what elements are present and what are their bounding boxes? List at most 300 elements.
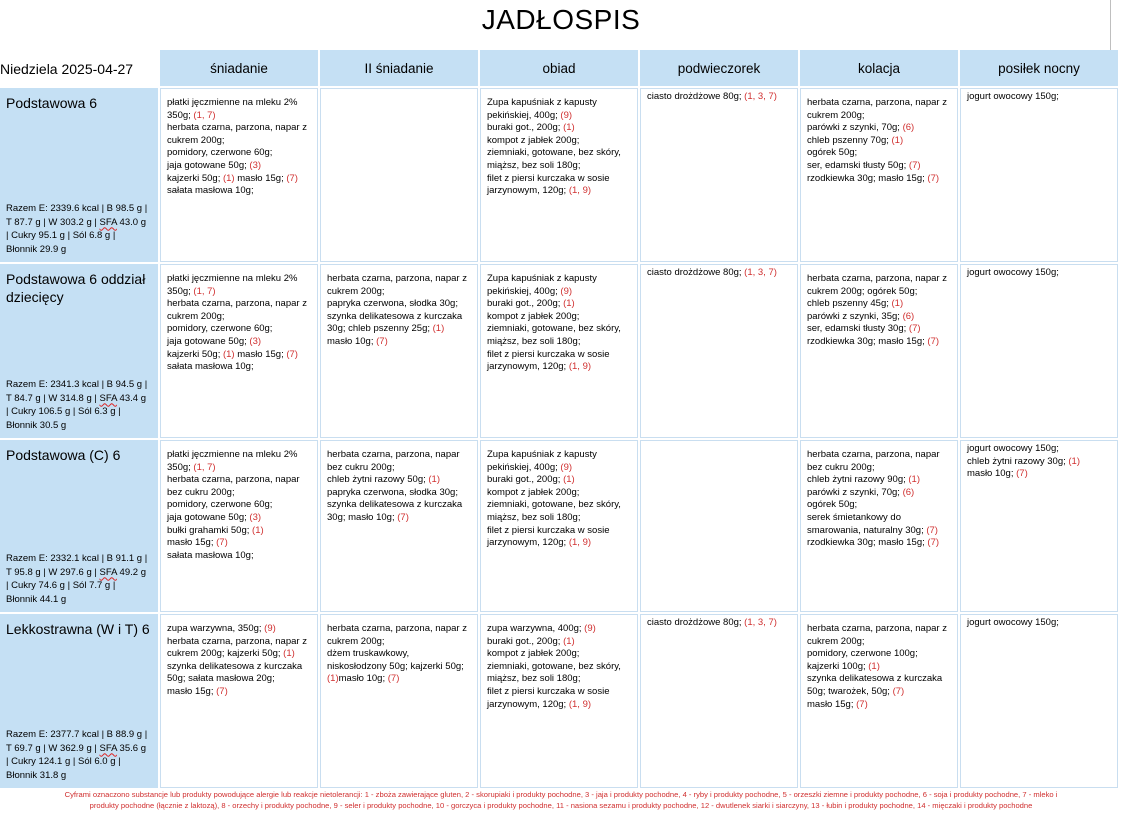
menu-item-line	[487, 673, 633, 686]
menu-item-line	[167, 147, 313, 160]
menu-item-text: papryka czerwona, słodka 30g;	[327, 486, 458, 498]
menu-item-text: pekińskiej, 400g;	[487, 109, 561, 121]
allergen-codes: (1, 9)	[568, 185, 592, 197]
meal-cell	[160, 88, 318, 262]
corner-cell	[0, 50, 158, 86]
menu-item-text: rzodkiewka 30g; masło 15g;	[807, 172, 928, 184]
menu-item-text: chleb pszenny 70g;	[807, 134, 892, 146]
menu-item-line	[167, 661, 313, 674]
menu-item-text: cukrem 200g; kajzerki 50g;	[167, 648, 284, 660]
menu-item-text: kajzerki 50g;	[167, 172, 223, 184]
meal-cell	[160, 614, 318, 788]
menu-item-line	[167, 525, 313, 538]
menu-item-line	[327, 298, 473, 311]
meal-cell	[640, 88, 798, 262]
meal-cell	[960, 88, 1118, 262]
menu-item-line	[487, 160, 633, 173]
menu-item-line	[807, 462, 953, 475]
menu-item-text: sałata masłowa 10g;	[167, 185, 254, 197]
allergen-codes: (7)	[926, 524, 938, 536]
menu-item-text: ogórek 50g;	[807, 147, 858, 159]
menu-item-line	[487, 487, 633, 500]
menu-item-line	[327, 323, 473, 336]
nutrition-energy: Razem E: 2377.7 kcal | B 88.9 g |	[6, 729, 148, 740]
menu-item-line	[807, 122, 953, 135]
menu-item-text: ziemniaki, gotowane, bez skóry,	[487, 660, 621, 672]
menu-item-text: chleb żytni razowy 50g;	[327, 474, 429, 486]
page-title: JADŁOSPIS	[481, 4, 641, 35]
menu-item-line	[327, 661, 473, 674]
menu-item-text: 350g;	[167, 461, 194, 473]
meal-cell	[160, 440, 318, 612]
menu-item-text: parówki z szynki, 70g;	[807, 486, 903, 498]
menu-item-text: miąższ, bez soli 180g;	[487, 159, 581, 171]
allergen-codes: (1, 9)	[568, 537, 592, 549]
menu-item-text: herbata czarna, parzona, napar z	[807, 97, 947, 108]
menu-item-text: kompot z jabłek 200g;	[487, 310, 580, 322]
menu-item-text: ser, edamski tłusty 50g;	[807, 159, 909, 171]
allergen-codes: (1)	[222, 172, 235, 184]
allergen-codes: (1, 3, 7)	[744, 267, 777, 278]
diet-label-cell	[0, 264, 158, 438]
menu-item-text: płatki jęczmienne na mleku 2%	[167, 449, 298, 460]
nutrition-summary	[6, 202, 154, 256]
menu-item-line	[487, 499, 633, 512]
menu-item-line	[167, 135, 313, 148]
menu-item-text: herbata czarna, parzona, napar z	[167, 635, 307, 647]
menu-item-text: szynka delikatesowa z kurczaka	[167, 660, 303, 672]
allergen-codes: (9)	[560, 285, 573, 297]
menu-item-line	[487, 449, 633, 462]
menu-item-line	[167, 97, 313, 110]
menu-item-text: płatki jęczmienne na mleku 2%	[167, 97, 298, 108]
menu-item-text: miąższ, bez soli 180g;	[487, 511, 581, 523]
menu-item-line	[487, 525, 633, 538]
menu-item-text: jogurt owocowy 150g;	[967, 267, 1059, 278]
page-edge-rule	[1110, 0, 1111, 50]
menu-item-line	[807, 487, 953, 500]
menu-item-text: filet z piersi kurczaka w sosie	[487, 524, 610, 536]
menu-item-text: herbata czarna, parzona, napar z	[327, 623, 467, 634]
diet-name: Podstawowa (C) 6	[6, 447, 121, 463]
menu-item-text: filet z piersi kurczaka w sosie	[487, 685, 610, 697]
menu-item-text: 350g;	[167, 109, 194, 121]
menu-item-line	[487, 273, 633, 286]
nutrition-energy: Razem E: 2341.3 kcal | B 94.5 g |	[6, 379, 148, 390]
menu-item-text: kompot z jabłek 200g;	[487, 648, 580, 660]
menu-item-line	[167, 110, 313, 123]
menu-item-line	[807, 173, 953, 186]
menu-item-line	[167, 673, 313, 686]
allergen-legend-line: Cyframi oznaczono substancje lub produkty powodujące alergie lub reakcje nietolerancji: 1 - zboża zawierające gluten, 2 - skorupiaki i produkty pochodne, 3 - jaja i produkty pochodne, 4 - ryby i produkty pochodne, 5 - orzeszki ziemne i produkty pochodne, 6 - soja i produkty pochodne, 7 - mleko i	[64, 790, 1058, 799]
menu-item-line	[807, 449, 953, 462]
menu-item-text: herbata czarna, parzona, napar z	[167, 122, 307, 134]
menu-item-line	[807, 537, 953, 550]
menu-item-text: rzodkiewka 30g; masło 15g;	[807, 335, 928, 347]
menu-item-text: 50g; sałata masłowa 20g;	[167, 673, 275, 685]
menu-table	[0, 50, 1118, 788]
menu-item-line	[167, 298, 313, 311]
menu-item-text: chleb pszenny 45g;	[807, 298, 892, 310]
allergen-codes: (1)	[428, 474, 441, 486]
nutrition-summary	[6, 728, 154, 782]
menu-item-line	[167, 323, 313, 336]
allergen-codes: (1)	[222, 348, 235, 360]
menu-item-text: 30g; masło 10g;	[327, 511, 398, 523]
menu-item-text: jogurt owocowy 150g;	[967, 443, 1059, 454]
nutrition-sfa-label: SFA	[99, 742, 117, 754]
menu-item-line	[167, 286, 313, 299]
menu-item-line	[327, 462, 473, 475]
meal-cell	[800, 88, 958, 262]
menu-item-text: ziemniaki, gotowane, bez skóry,	[487, 147, 621, 159]
menu-item-text: ziemniaki, gotowane, bez skóry,	[487, 499, 621, 511]
menu-item-line	[807, 273, 953, 286]
menu-item-text: buraki got., 200g;	[487, 122, 564, 134]
menu-item-line	[167, 487, 313, 500]
menu-item-text: niskosłodzony 50g; kajzerki 50g;	[327, 660, 464, 672]
allergen-codes: (7)	[927, 172, 940, 184]
menu-item-line	[807, 336, 953, 349]
meal-cell	[960, 264, 1118, 438]
allergen-codes: (9)	[264, 623, 276, 634]
allergen-codes: (1)	[252, 524, 264, 536]
allergen-codes: (7)	[376, 335, 388, 347]
menu-item-text: ciasto drożdżowe 80g;	[647, 617, 745, 628]
menu-item-line	[487, 110, 633, 123]
meal-header-lunch: obiad	[480, 50, 638, 86]
meal-cell	[480, 264, 638, 438]
menu-item-line	[167, 349, 313, 362]
menu-item-line	[487, 648, 633, 661]
menu-item-text: chleb żytni razowy 30g;	[967, 455, 1069, 467]
allergen-legend-line: produkty pochodne (łącznie z laktozą), 8 - orzechy i produkty pochodne, 9 - seler i produkty pochodne, 10 - gorczyca i produkty pochodne, 11 - nasiona sezamu i produkty pochodne, 12 - dwutlenek siarki i siarczyny, 13 - łubin i produkty pochodne, 14 - mięczaki i produkty pochodne	[89, 801, 1033, 810]
menu-item-text: cukrem 200g;	[327, 635, 385, 647]
menu-item-text: parówki z szynki, 70g;	[807, 122, 903, 134]
menu-item-line	[807, 512, 953, 525]
meal-cell	[320, 614, 478, 788]
menu-item-text: herbata czarna, parzona, napar z	[807, 623, 947, 634]
meal-cell	[320, 88, 478, 262]
allergen-codes: (7)	[216, 537, 228, 549]
menu-item-text: pekińskiej, 400g;	[487, 461, 561, 473]
allergen-codes: (6)	[902, 122, 915, 134]
menu-item-text: 350g;	[167, 285, 194, 297]
menu-item-text: Zupa kapuśniak z kapusty	[487, 449, 597, 460]
meal-cell	[800, 614, 958, 788]
menu-item-line	[807, 286, 953, 299]
menu-item-line	[327, 311, 473, 324]
menu-item-line	[807, 673, 953, 686]
allergen-codes: (1)	[563, 122, 575, 134]
menu-item-line	[167, 273, 313, 286]
meal-header-night-meal: posiłek nocny	[960, 50, 1118, 86]
meal-cell	[320, 440, 478, 612]
diet-label-cell	[0, 614, 158, 788]
nutrition-fiber: Błonnik 44.1 g	[6, 593, 67, 605]
allergen-codes: (1, 3, 7)	[744, 617, 777, 628]
menu-item-line	[167, 623, 313, 636]
menu-item-text: cukrem 200g;	[167, 134, 225, 146]
allergen-codes: (3)	[249, 511, 262, 523]
menu-item-line	[167, 449, 313, 462]
menu-item-text: miąższ, bez soli 180g;	[487, 335, 581, 347]
menu-item-line	[967, 468, 1113, 481]
menu-item-line	[487, 185, 633, 198]
menu-item-line	[327, 623, 473, 636]
nutrition-sfa-label: SFA	[99, 392, 117, 404]
menu-date: Niedziela 2025-04-27	[0, 61, 134, 77]
menu-item-text: serek śmietankowy do	[807, 511, 901, 523]
menu-item-line	[807, 311, 953, 324]
menu-item-text: ogórek 50g;	[807, 499, 858, 511]
meal-cell	[640, 440, 798, 612]
menu-item-text: szynka delikatesowa z kurczaka	[327, 310, 463, 322]
allergen-codes: (1)	[563, 298, 575, 310]
menu-item-line	[967, 443, 1113, 456]
menu-item-text: bez cukru 200g;	[327, 461, 395, 473]
menu-item-line	[807, 110, 953, 123]
allergen-codes: (7)	[387, 673, 400, 685]
allergen-codes: (1, 9)	[568, 698, 592, 710]
menu-item-text: jogurt owocowy 150g;	[967, 617, 1059, 628]
menu-item-line	[487, 286, 633, 299]
menu-item-line	[647, 617, 793, 630]
allergen-codes: (1)	[327, 673, 339, 685]
menu-item-text: ciasto drożdżowe 80g;	[647, 267, 745, 278]
menu-item-text: masło 15g;	[167, 685, 217, 697]
allergen-codes: (9)	[560, 109, 573, 121]
menu-item-text: jarzynowym, 120g;	[487, 698, 569, 710]
menu-item-line	[167, 336, 313, 349]
menu-item-line	[167, 361, 313, 374]
meal-cell	[640, 264, 798, 438]
menu-item-line	[807, 499, 953, 512]
menu-item-line	[487, 474, 633, 487]
menu-item-line	[647, 267, 793, 280]
menu-item-line	[487, 135, 633, 148]
nutrition-energy: Razem E: 2339.6 kcal | B 98.5 g |	[6, 203, 148, 214]
menu-item-text: 30g; chleb pszenny 25g;	[327, 323, 433, 335]
menu-item-text: kajzerki 100g;	[807, 660, 869, 672]
menu-item-text: pomidory, czerwone 60g;	[167, 147, 273, 159]
menu-item-line	[487, 311, 633, 324]
nutrition-sugar-salt: | Cukry 74.6 g | Sól 7.7 g |	[6, 580, 116, 591]
menu-item-line	[487, 349, 633, 362]
meal-header-dinner: kolacja	[800, 50, 958, 86]
allergen-codes: (7)	[908, 159, 921, 171]
allergen-codes: (7)	[892, 685, 905, 697]
meal-cell	[480, 88, 638, 262]
meal-cell	[320, 264, 478, 438]
menu-item-line	[967, 617, 1113, 630]
menu-item-line	[167, 550, 313, 563]
menu-item-text: sałata masłowa 10g;	[167, 549, 254, 561]
menu-item-text: masło 15g;	[234, 172, 287, 184]
nutrition-sfa-label: SFA	[99, 566, 117, 578]
allergen-codes: (1)	[908, 474, 921, 486]
menu-item-text: cukrem 200g; ogórek 50g;	[807, 285, 918, 297]
allergen-codes: (1, 3, 7)	[744, 91, 777, 102]
allergen-codes: (1)	[891, 298, 904, 310]
menu-item-line	[327, 474, 473, 487]
nutrition-sfa: 43.0 g	[116, 216, 146, 228]
menu-item-text: bez cukru 200g;	[807, 461, 875, 473]
menu-item-line	[167, 636, 313, 649]
menu-item-line	[327, 512, 473, 525]
menu-item-text: ziemniaki, gotowane, bez skóry,	[487, 323, 621, 335]
menu-item-line	[807, 160, 953, 173]
menu-item-text: pomidory, czerwone 60g;	[167, 499, 273, 511]
menu-item-line	[487, 298, 633, 311]
menu-item-text: płatki jęczmienne na mleku 2%	[167, 273, 298, 284]
menu-item-text: cukrem 200g;	[167, 310, 225, 322]
menu-item-text: herbata czarna, parzona, napar z	[327, 273, 467, 284]
menu-item-text: herbata czarna, parzona, napar	[167, 474, 300, 486]
nutrition-energy: Razem E: 2332.1 kcal | B 91.1 g |	[6, 553, 148, 564]
meal-cell	[160, 264, 318, 438]
menu-item-line	[967, 91, 1113, 104]
meal-cell	[800, 440, 958, 612]
allergen-codes: (3)	[249, 335, 262, 347]
menu-item-line	[807, 474, 953, 487]
menu-item-text: jaja gotowane 50g;	[167, 511, 250, 523]
allergen-codes: (1)	[1068, 455, 1081, 467]
meal-cell	[960, 440, 1118, 612]
menu-item-line	[807, 298, 953, 311]
menu-item-line	[807, 525, 953, 538]
menu-item-line	[487, 336, 633, 349]
allergen-codes: (1)	[283, 648, 295, 660]
nutrition-sfa: 49.2 g	[116, 566, 146, 578]
menu-item-text: filet z piersi kurczaka w sosie	[487, 348, 610, 360]
menu-item-text: papryka czerwona, słodka 30g;	[327, 298, 458, 310]
menu-item-line	[487, 699, 633, 712]
allergen-codes: (7)	[216, 685, 228, 697]
nutrition-fiber: Błonnik 31.8 g	[6, 769, 67, 781]
menu-item-text: parówki z szynki, 35g;	[807, 310, 903, 322]
allergen-codes: (7)	[286, 348, 298, 360]
menu-item-line	[487, 147, 633, 160]
menu-item-text: rzodkiewka 30g; masło 15g;	[807, 537, 928, 549]
menu-item-line	[807, 623, 953, 636]
menu-item-text: smarowania, naturalny 30g;	[807, 524, 927, 536]
menu-item-line	[487, 173, 633, 186]
menu-item-text: Zupa kapuśniak z kapusty	[487, 97, 597, 108]
menu-item-text: pomidory, czerwone 100g;	[807, 648, 918, 660]
menu-item-text: kompot z jabłek 200g;	[487, 486, 580, 498]
menu-item-text: herbata czarna, parzona, napar z	[807, 273, 947, 284]
meal-cell	[640, 614, 798, 788]
menu-item-line	[167, 462, 313, 475]
allergen-codes: (3)	[249, 159, 262, 171]
menu-item-line	[327, 273, 473, 286]
menu-item-text: kajzerki 50g;	[167, 348, 223, 360]
menu-item-text: herbata czarna, parzona, napar	[807, 449, 940, 460]
meal-cell	[480, 440, 638, 612]
menu-item-line	[487, 361, 633, 374]
menu-item-line	[807, 648, 953, 661]
menu-item-line	[807, 636, 953, 649]
menu-item-line	[167, 185, 313, 198]
menu-item-text: buraki got., 200g;	[487, 474, 564, 486]
meal-header-afternoon-snack: podwieczorek	[640, 50, 798, 86]
menu-item-text: jarzynowym, 120g;	[487, 537, 569, 549]
menu-item-line	[327, 449, 473, 462]
menu-item-line	[167, 537, 313, 550]
menu-item-line	[167, 173, 313, 186]
menu-item-line	[167, 499, 313, 512]
menu-item-text: masło 10g;	[338, 673, 388, 685]
menu-item-line	[327, 487, 473, 500]
nutrition-sugar-salt: | Cukry 106.5 g | Sól 6.3 g |	[6, 406, 121, 417]
nutrition-fiber: Błonnik 30.5 g	[6, 419, 67, 431]
menu-item-text: masło 10g;	[967, 468, 1017, 480]
menu-item-text: miąższ, bez soli 180g;	[487, 673, 581, 685]
menu-item-line	[487, 462, 633, 475]
allergen-codes: (7)	[856, 698, 868, 710]
allergen-codes: (6)	[902, 486, 915, 498]
diet-label-cell	[0, 440, 158, 612]
nutrition-sugar-salt: | Cukry 124.1 g | Sól 6.0 g |	[6, 756, 121, 767]
allergen-codes: (7)	[1016, 468, 1028, 480]
allergen-codes: (6)	[902, 310, 915, 322]
nutrition-fat-carbs: T 95.8 g | W 297.6 g |	[6, 566, 100, 578]
menu-item-text: 50g; twarożek, 50g;	[807, 685, 893, 697]
menu-item-line	[167, 648, 313, 661]
menu-item-line	[327, 286, 473, 299]
nutrition-fat-carbs: T 69.7 g | W 362.9 g |	[6, 742, 100, 754]
allergen-codes: (7)	[927, 335, 940, 347]
allergen-codes: (1, 7)	[193, 109, 216, 121]
menu-item-text: jaja gotowane 50g;	[167, 335, 250, 347]
menu-item-text: herbata czarna, parzona, napar	[327, 449, 460, 460]
diet-name: Lekkostrawna (W i T) 6	[6, 621, 150, 637]
menu-item-line	[647, 91, 793, 104]
menu-item-line	[967, 456, 1113, 469]
menu-item-text: chleb żytni razowy 90g;	[807, 474, 909, 486]
menu-item-text: herbata czarna, parzona, napar z	[167, 298, 307, 310]
nutrition-fat-carbs: T 87.7 g | W 303.2 g |	[6, 216, 100, 228]
allergen-codes: (1, 9)	[568, 361, 592, 373]
menu-item-line	[487, 537, 633, 550]
allergen-codes: (7)	[908, 323, 921, 335]
menu-item-line	[167, 122, 313, 135]
nutrition-sfa: 43.4 g	[116, 392, 146, 404]
menu-item-text: masło 10g;	[327, 335, 377, 347]
diet-name: Podstawowa 6 oddział dziecięcy	[6, 271, 146, 305]
diet-label-cell	[0, 88, 158, 262]
menu-item-line	[327, 336, 473, 349]
menu-item-line	[327, 648, 473, 661]
menu-item-line	[807, 147, 953, 160]
allergen-legend	[6, 789, 1116, 811]
menu-item-text: buraki got., 200g;	[487, 298, 564, 310]
menu-item-text: masło 15g;	[807, 698, 857, 710]
menu-item-text: jarzynowym, 120g;	[487, 361, 569, 373]
menu-item-line	[327, 499, 473, 512]
menu-item-line	[487, 623, 633, 636]
menu-item-line	[967, 267, 1113, 280]
meal-header-breakfast: śniadanie	[160, 50, 318, 86]
menu-item-text: bez cukru 200g;	[167, 486, 235, 498]
menu-item-text: buraki got., 200g;	[487, 635, 564, 647]
nutrition-fiber: Błonnik 29.9 g	[6, 243, 67, 255]
menu-item-text: pomidory, czerwone 60g;	[167, 323, 273, 335]
menu-item-text: ciasto drożdżowe 80g;	[647, 91, 745, 102]
menu-item-text: zupa warzywna, 350g;	[167, 623, 265, 634]
menu-item-line	[487, 122, 633, 135]
